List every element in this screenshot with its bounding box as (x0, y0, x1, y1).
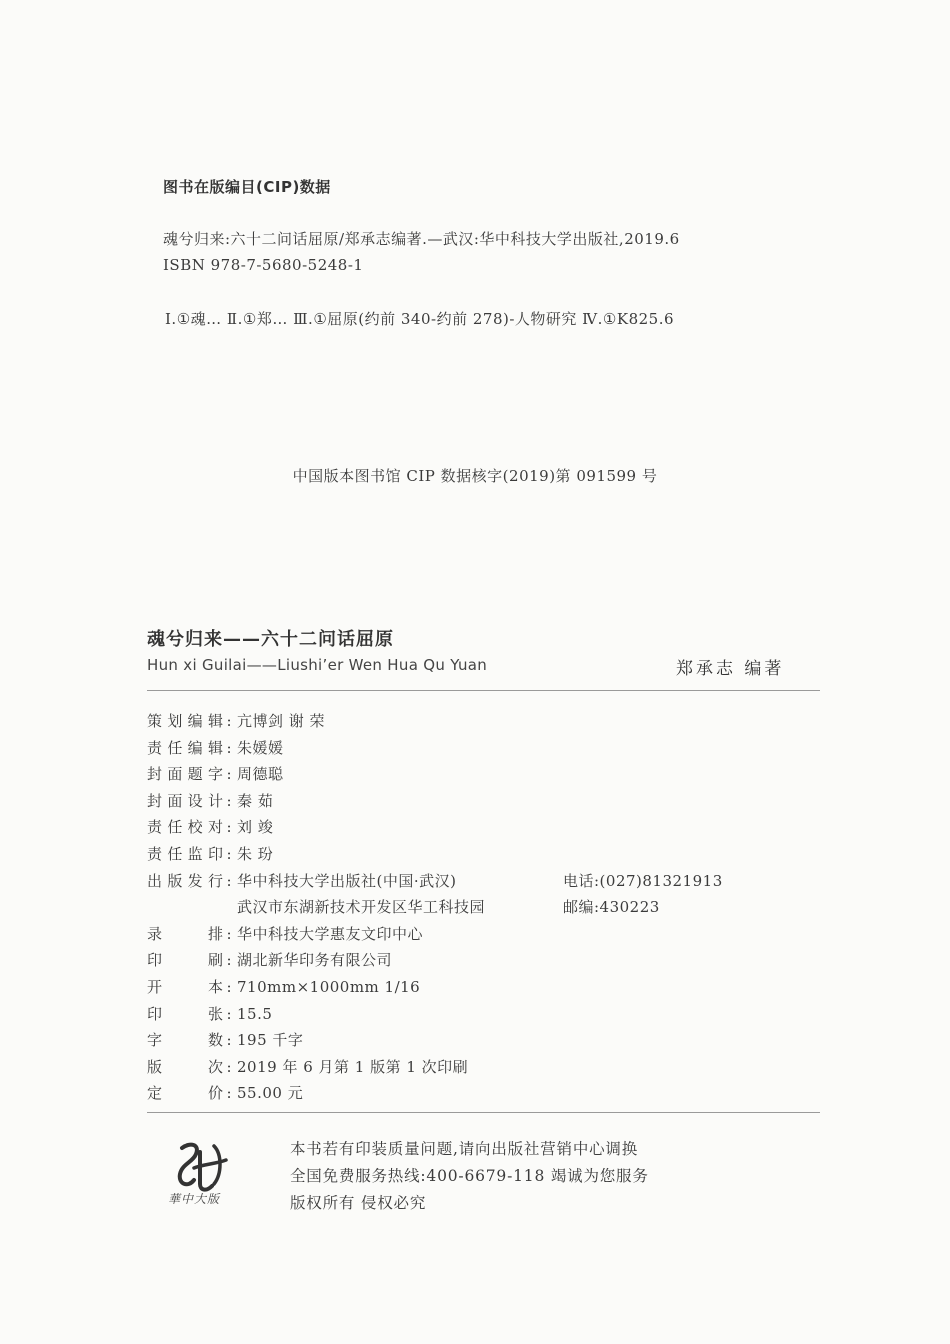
credit-colon: : (226, 871, 232, 890)
credit-row (147, 761, 827, 788)
credit-colon: : (226, 738, 232, 757)
credit-row (147, 708, 827, 735)
cip-isbn: ISBN 978-7-5680-5248-1 (163, 256, 364, 274)
credit-row (147, 1027, 827, 1054)
credit-colon: : (226, 1004, 232, 1023)
book-author: 郑承志 编著 (676, 659, 785, 679)
cip-approval-number: 中国版本图书馆 CIP 数据核字(2019)第 091599 号 (292, 467, 658, 485)
credit-value: 朱媛媛 (237, 738, 284, 757)
credit-value: 秦 茹 (237, 791, 274, 810)
credit-row (147, 868, 827, 895)
credit-row (147, 974, 827, 1001)
credit-row (147, 894, 827, 921)
credit-label: 字数 (147, 1031, 223, 1050)
credit-colon: : (226, 1057, 232, 1076)
credit-row (147, 947, 827, 974)
credit-row (147, 1054, 827, 1081)
credit-colon: : (226, 924, 232, 943)
credit-value: 15.5 (237, 1004, 273, 1023)
credit-label: 定价 (147, 1084, 223, 1103)
divider-bottom (147, 1112, 820, 1113)
credit-row (147, 788, 827, 815)
publisher-logo-text: 華中大版 (168, 1192, 221, 1206)
credit-label: 责任校对 (147, 818, 223, 837)
credit-colon: : (226, 818, 232, 837)
credit-label: 责任编辑 (147, 738, 223, 757)
credit-row (147, 1080, 827, 1107)
credit-value: 195 千字 (237, 1031, 304, 1050)
credit-colon: : (226, 765, 232, 784)
credit-label: 责任监印 (147, 844, 223, 863)
credit-value: 华中科技大学出版社(中国·武汉) (237, 871, 457, 890)
credit-contact: 电话:(027)81321913 (563, 871, 723, 890)
notice-copyright: 版权所有 侵权必究 (290, 1194, 427, 1212)
credit-label: 录排 (147, 924, 223, 943)
credit-colon: : (226, 844, 232, 863)
notice-hotline: 全国免费服务热线:400-6679-118 竭诚为您服务 (290, 1167, 649, 1185)
credit-value: 周德聪 (237, 765, 284, 784)
credit-row (147, 735, 827, 762)
credit-label: 印张 (147, 1004, 223, 1023)
credit-row (147, 1001, 827, 1028)
credit-label: 封面设计 (147, 791, 223, 810)
credit-label: 封面题字 (147, 765, 223, 784)
cip-bibliographic-line: 魂兮归来:六十二问话屈原/郑承志编著.—武汉:华中科技大学出版社,2019.6 (163, 230, 680, 248)
credit-value: 亢博剑 谢 荣 (237, 712, 326, 730)
divider-top (147, 690, 820, 691)
credit-label: 出版发行 (147, 871, 223, 890)
credit-value: 710mm×1000mm 1/16 (237, 977, 421, 996)
credit-colon: : (226, 977, 232, 996)
book-pinyin-title: Hun xi Guilai——Liushi’er Wen Hua Qu Yuan (147, 656, 488, 674)
credit-value: 55.00 元 (237, 1084, 304, 1103)
credit-value: 湖北新华印务有限公司 (237, 951, 393, 970)
credit-colon: : (226, 791, 232, 810)
credit-value: 武汉市东湖新技术开发区华工科技园 (237, 898, 486, 917)
book-title: 魂兮归来——六十二问话屈原 (147, 629, 394, 650)
credit-row (147, 921, 827, 948)
cip-heading: 图书在版编目(CIP)数据 (163, 178, 331, 196)
credits-list (147, 708, 827, 1107)
credit-label: 印刷 (147, 951, 223, 970)
credit-value: 朱 玢 (237, 844, 274, 863)
credit-value: 华中科技大学惠友文印中心 (237, 924, 424, 943)
credit-label: 策划编辑 (147, 712, 223, 730)
credit-colon: : (226, 712, 232, 730)
credit-colon: : (226, 1031, 232, 1050)
credit-colon: : (226, 951, 232, 970)
credit-contact: 邮编:430223 (563, 898, 660, 917)
credit-value: 刘 竣 (237, 818, 274, 837)
credit-colon: : (226, 1084, 232, 1103)
credit-label: 版次 (147, 1057, 223, 1076)
credit-row (147, 814, 827, 841)
notice-quality: 本书若有印装质量问题,请向出版社营销中心调换 (290, 1140, 639, 1158)
credit-row (147, 841, 827, 868)
credit-value: 2019 年 6 月第 1 版第 1 次印刷 (237, 1057, 469, 1076)
cip-classification: Ⅰ.①魂… Ⅱ.①郑… Ⅲ.①屈原(约前 340-约前 278)-人物研究 Ⅳ.①K825.6 (165, 310, 675, 328)
credit-label: 开本 (147, 977, 223, 996)
